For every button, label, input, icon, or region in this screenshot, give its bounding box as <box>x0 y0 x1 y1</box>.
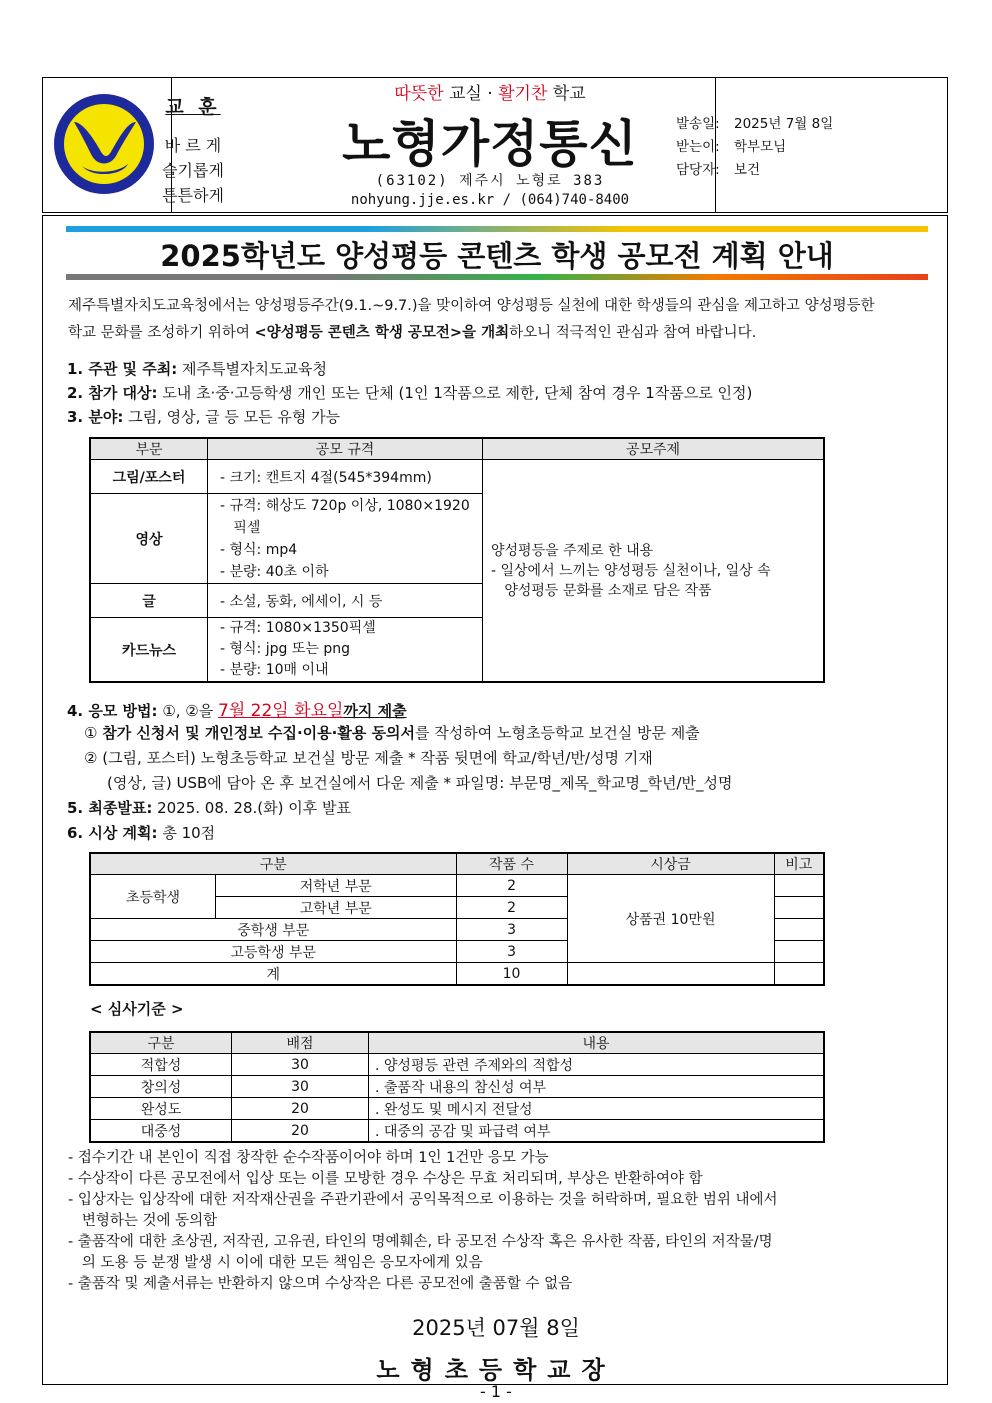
newsletter-title: 노형가정통신 <box>342 115 638 173</box>
list-item: - 입상자는 입상작에 대한 저작재산권을 주관기관에서 공익목적으로 이용하는 것을 허락하며, 필요한 범위 내에서 <box>68 1192 778 1208</box>
school-contact: nohyung.jje.es.kr / (064)740-8400 <box>350 192 630 208</box>
table-header: 배점 <box>232 1032 369 1054</box>
section-submission: 4. 응모 방법: ①, ②을 7월 22일 화요일까지 제출 <box>67 701 407 721</box>
table-row: 초등학생 저학년 부문 2 상품권 10만원 <box>90 875 824 897</box>
list-item: - 출품작에 대한 초상권, 저작권, 고유권, 타인의 명예훼손, 타 공모전 수상작 혹은 유사한 작품, 타인의 저작물/명 <box>68 1234 773 1250</box>
table-header: 구분 <box>90 853 456 875</box>
list-item: - 접수기간 내 본인이 직접 창작한 순수작품이어야 하며 1인 1건만 응모 가능 <box>68 1150 549 1166</box>
section-organizer: 1. 주관 및 주최: 제주특별자치도교육청 <box>67 360 327 378</box>
table-row: 영상 - 규격: 해상도 720p 이상, 1080×1920 픽셀 - 형식: mp4 - 분량: 40초 이하 <box>90 494 824 584</box>
meta-contact-person: 담당자: 보건 <box>676 162 761 178</box>
notes-list <box>68 1148 938 1295</box>
submission-step-2: ② (그림, 포스터) 노형초등학교 보건실 방문 제출 * 작품 뒷면에 학교/학년/반/성명 기재 <box>84 749 653 767</box>
table-row: 계 10 <box>90 963 824 986</box>
motto-line: 튼튼하게 <box>162 186 224 205</box>
list-item: - 출품작 및 제출서류는 반환하지 않으며 수상작은 다른 공모전에 출품할 수 없음 <box>68 1276 573 1292</box>
issue-date: 2025년 07월 8일 <box>412 1316 580 1340</box>
table-header: 작품 수 <box>456 853 567 875</box>
table-row: 완성도 20 . 완성도 및 메시지 전달성 <box>90 1098 824 1120</box>
table-header: 내용 <box>369 1032 825 1054</box>
criteria-title: < 심사기준 > <box>90 1000 184 1018</box>
list-item: 변형하는 것에 동의함 <box>68 1213 218 1229</box>
principal-signature: 노형초등학교장 <box>376 1356 616 1384</box>
table-row: 카드뉴스 - 규격: 1080×1350픽셀 - 형식: jpg 또는 png - 분량: 10매 이내 <box>90 618 824 683</box>
category-table <box>89 437 825 683</box>
criteria-table <box>89 1031 825 1143</box>
table-row: 대중성 20 . 대중의 공감 및 파급력 여부 <box>90 1120 824 1143</box>
school-logo-icon <box>52 92 156 196</box>
table-header: 비고 <box>774 853 824 875</box>
slogan <box>260 79 720 104</box>
list-item: 의 도용 등 분쟁 발생 시 이에 대한 모든 책임은 응모자에게 있음 <box>68 1255 483 1271</box>
table-row: 중학생 부문 3 <box>90 919 824 941</box>
motto-title: 교 훈 <box>165 96 221 118</box>
submission-step-2-detail: (영상, 글) USB에 담아 온 후 보건실에서 다운 제출 * 파일명: 부문명_제목_학교명_학년/반_성명 <box>107 774 733 792</box>
table-header: 구분 <box>90 1032 232 1054</box>
slogan-word: 학교 <box>552 84 586 104</box>
table-header: 공모 규격 <box>208 438 483 460</box>
document-title: 2025학년도 양성평등 콘텐츠 학생 공모전 계획 안내 <box>160 239 834 273</box>
awards-table <box>89 852 825 986</box>
meta-recipient: 받는이: 학부모님 <box>676 139 787 155</box>
table-row: 창의성 30 . 출품작 내용의 참신성 여부 <box>90 1076 824 1098</box>
slogan-word: 교실 · <box>449 84 499 104</box>
slogan-word: 활기찬 <box>498 84 548 104</box>
table-row: 적합성 30 . 양성평등 관련 주제와의 적합성 <box>90 1054 824 1076</box>
table-header: 공모주제 <box>483 438 825 460</box>
section-fields: 3. 분야: 그림, 영상, 글 등 모든 유형 가능 <box>67 408 341 426</box>
table-row: 고등학생 부문 3 <box>90 941 824 963</box>
section-eligibility: 2. 참가 대상: 도내 초·중·고등학생 개인 또는 단체 (1인 1작품으로 제한, 단체 참여 경우 1작품으로 인정) <box>67 384 753 402</box>
intro-paragraph: 제주특별자치도교육청에서는 양성평등주간(9.1.~9.7.)을 맞이하여 양성평등 실천에 대한 학생들의 관심을 제고하고 양성평등한 학교 문화를 조성하기 위하여 <양성평등 콘텐츠 학생 공모전>을 개최하오니 적극적인 관심과 참여 바랍니다. <box>68 298 875 341</box>
motto-line: 슬기롭게 <box>162 161 224 180</box>
slogan-word: 따뜻한 <box>394 84 444 104</box>
table-row: 글 - 소설, 동화, 에세이, 시 등 <box>90 584 824 618</box>
banner-stripe-top <box>66 226 928 232</box>
motto-line: 바 르 게 <box>164 136 222 155</box>
submission-step-1: ① 참가 신청서 및 개인정보 수집·이용·활용 동의서를 작성하여 노형초등학교 보건실 방문 제출 <box>84 724 700 742</box>
section-awards: 6. 시상 계획: 총 10점 <box>67 824 216 842</box>
table-header: 부문 <box>90 438 208 460</box>
section-announcement: 5. 최종발표: 2025. 08. 28.(화) 이후 발표 <box>67 799 351 817</box>
page-number: - 1 - <box>480 1382 512 1401</box>
school-address: (63102) 제주시 노형로 383 <box>375 173 605 189</box>
table-header: 시상금 <box>567 853 774 875</box>
meta-sent-date: 발송일: 2025년 7월 8일 <box>676 116 834 132</box>
table-row: 고학년 부문 2 <box>90 897 824 919</box>
banner-stripe-bottom <box>66 274 928 280</box>
list-item: - 수상작이 다른 공모전에서 입상 또는 이를 모방한 경우 수상은 무효 처리되며, 부상은 반환하여야 함 <box>68 1171 703 1187</box>
table-row: 그림/포스터 - 크기: 캔트지 4절(545*394mm) 양성평등을 주제로 한 내용 - 일상에서 느끼는 양성평등 실천이나, 일상 속 양성평등 문화를 소재로 담은 작품 <box>90 460 824 494</box>
